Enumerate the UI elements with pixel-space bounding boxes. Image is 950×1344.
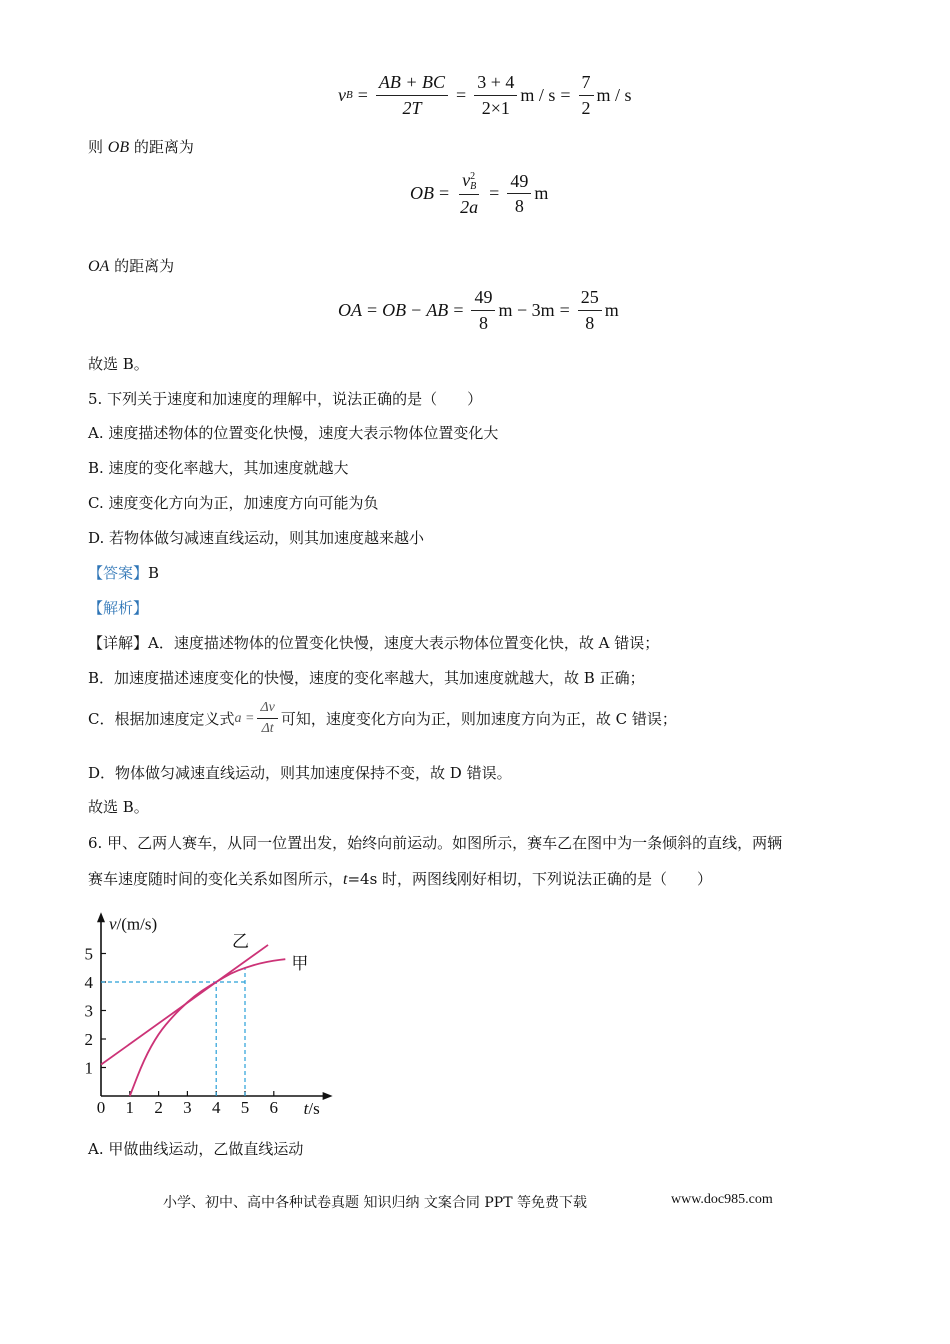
eq-vb-lhs-sub: B [346,89,353,102]
q5-option-d: D. 若物体做匀减速直线运动，则其加速度越来越小 [88,529,425,547]
q5-option-a: A. 速度描述物体的位置变化快慢，速度大表示物体位置变化大 [88,424,499,442]
eq-vb-frac3: $\frac{7}{2}$ [579,72,594,118]
eq-ob-frac1: v 2 B 2a [460,170,479,217]
y-tick-label: 4 [84,973,93,992]
answer-value: B [148,564,160,582]
eq-oa-frac1: $\frac{49}{8}$ [471,287,495,333]
q5-choose: 故选 B。 [88,798,149,816]
x-tick-label: 5 [240,1098,250,1117]
q6-stem-line1: 6. 甲、乙两人赛车，从同一位置出发，始终向前运动。如图所示，赛车乙在图中为一条倾斜的直线，两辆 [88,834,783,852]
y-tick-label: 3 [84,1001,93,1021]
footer-text: 小学、初中、高中各种试卷真题 知识归纳 文案合同 PPT 等免费下载 [163,1195,587,1211]
text-then-ob: 则 OB 的距离为 [88,138,194,156]
accel-formula-frac: $\frac{\Delta v}{\Delta t}$ [257,700,277,737]
detail-tag: 【详解】 [88,634,149,652]
equation-ob: OB = v 2 B 2a = $\frac{49}{8}$ m [410,170,549,217]
eq-vb-unit1: m / s [520,84,556,105]
vt-chart [80,900,350,1125]
x-axis-arrow [323,1092,333,1100]
q5-option-b: B. 速度的变化率越大，其加速度就越大 [88,459,349,477]
q5-detail-b: B．加速度描述速度变化的快慢，速度的变化率越大，其加速度就越大，故 B 正确； [88,669,645,687]
q5-option-c: C. 速度变化方向为正，加速度方向可能为负 [88,494,379,512]
series-label-jia: 甲 [291,954,309,974]
eq-ob-lhs: OB [410,183,434,204]
equation-oa: OA = OB − AB = $\frac{49}{8}$ m − 3m = $\frac{25}{8}$ m [338,287,619,333]
choose-b-1: 故选 B。 [88,355,149,373]
eq-vb-lhs: v [338,84,346,105]
y-tick-label: 1 [84,1058,93,1078]
eq-vb-frac2: $\frac{3 + 4}{2\times 1}$ [474,72,517,118]
equation-vb: v B = $\frac{AB + BC}{2T}$ = $\frac{3 + 4}{2\times 1}$ m / s = $\frac{7}{2}$ m / s [338,72,632,118]
q5-detail-a: 【详解】A．速度描述物体的位置变化快慢，速度大表示物体位置变化快，故 A 错误； [88,634,660,652]
eq-vb-unit2: m / s [596,84,632,105]
eq-oa-frac2: $\frac{25}{8}$ [578,287,602,333]
x-tick-label: 1 [125,1098,135,1117]
q5-detail-d: D．物体做匀减速直线运动，则其加速度保持不变，故 D 错误。 [88,764,512,782]
x-tick-label: 3 [183,1098,192,1117]
eq-ob-frac2: $\frac{49}{8}$ [507,171,531,217]
answer-tag: 【答案】 [88,564,149,582]
text-oa: OA 的距离为 [88,257,175,275]
y-axis-label: v/(m/s) [109,914,158,934]
q5-analysis-tag: 【解析】 [88,599,149,617]
q5-detail-c: C．根据加速度定义式 a = $\frac{\Delta v}{\Delta t}$ 可知，速度变化方向为正，则加速度方向为正，故 C 错误； [88,700,677,737]
q6-option-a: A. 甲做曲线运动，乙做直线运动 [88,1140,304,1158]
y-tick-label: 2 [84,1030,93,1049]
eq-ob-unit: m [534,183,549,204]
x-tick-label: 4 [211,1098,221,1117]
q5-stem: 5. 下列关于速度和加速度的理解中，说法正确的是（ ） [88,390,483,408]
q6-stem-line2: 赛车速度随时间的变化关系如图所示，t=4s 时，两图线刚好相切，下列说法正确的是（ ） [88,870,713,888]
q5-answer [88,562,159,583]
eq-vb-frac1: $\frac{AB + BC}{2T}$ [376,72,448,118]
footer-url: www.doc985.com [671,1192,773,1207]
series-label-yi: 乙 [232,931,250,951]
x-tick-label: 6 [269,1098,279,1117]
y-tick-label: 5 [84,944,93,964]
x-tick-label: 0 [96,1098,106,1117]
x-tick-label: 2 [154,1098,163,1117]
x-axis-label: t/s [303,1099,320,1118]
y-axis-arrow [97,912,105,922]
